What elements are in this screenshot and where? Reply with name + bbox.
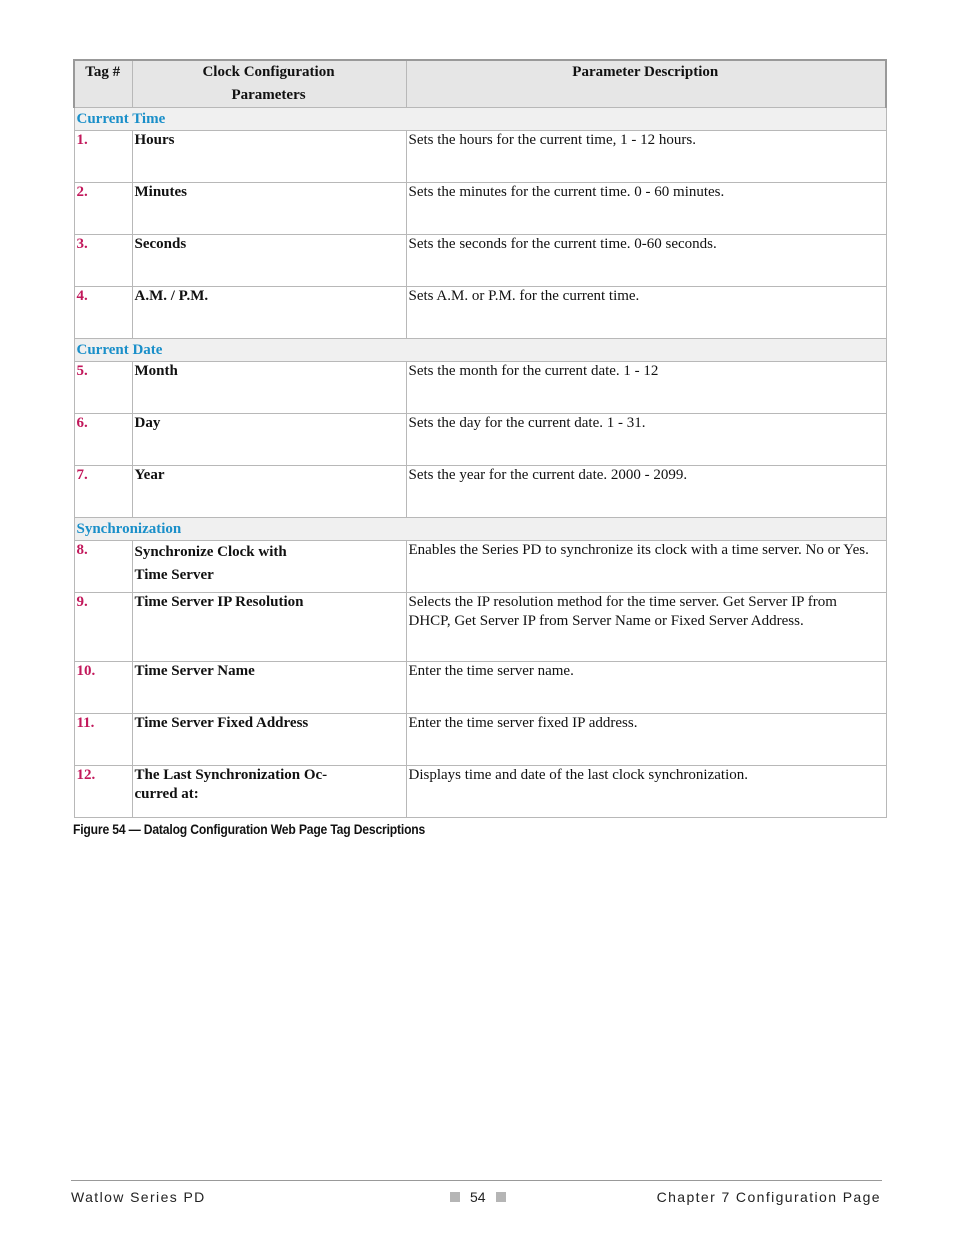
parameter-name-line2: Time Server <box>134 567 214 583</box>
parameter-description: Sets the day for the current date. 1 - 31. <box>406 414 886 466</box>
footer-page-number <box>450 1189 506 1205</box>
tag-number: 4. <box>74 287 132 339</box>
tag-number: 5. <box>74 362 132 414</box>
table-row <box>74 541 886 593</box>
parameter-description: Sets the year for the current date. 2000 - 2099. <box>406 466 886 518</box>
parameter-name: Minutes <box>132 183 406 235</box>
header-tag: Tag # <box>74 60 132 108</box>
table-header-row <box>74 60 886 108</box>
section-title: Current Date <box>74 339 886 362</box>
footer-product-name: Watlow Series PD <box>71 1189 206 1205</box>
figure-caption: Figure 54 — Datalog Configuration Web Page Tag Descriptions <box>73 822 426 837</box>
square-bullet-icon <box>450 1192 460 1202</box>
table-row <box>74 714 886 766</box>
parameter-name: A.M. / P.M. <box>132 287 406 339</box>
parameter-description: Sets the minutes for the current time. 0 - 60 minutes. <box>406 183 886 235</box>
section-row-synchronization <box>74 518 886 541</box>
parameter-description: Selects the IP resolution method for the time server. Get Server IP from DHCP, Get Server IP from Server Name or Fixed Server Address. <box>406 593 886 662</box>
parameter-name-line1: The Last Synchronization Oc- <box>134 767 328 783</box>
header-parameters-line1: Clock Configuration <box>202 64 335 80</box>
table-row <box>74 593 886 662</box>
table-row <box>74 766 886 818</box>
parameter-name-line2: curred at: <box>134 786 199 802</box>
section-title: Current Time <box>74 108 886 131</box>
table-row <box>74 662 886 714</box>
footer-divider <box>71 1180 882 1181</box>
page-number: 54 <box>470 1189 486 1205</box>
section-row-current-time <box>74 108 886 131</box>
parameter-description: Enter the time server fixed IP address. <box>406 714 886 766</box>
tag-number: 11. <box>74 714 132 766</box>
header-description: Parameter Description <box>406 60 886 108</box>
tag-number: 8. <box>74 541 132 593</box>
parameter-description: Displays time and date of the last clock synchronization. <box>406 766 886 818</box>
parameter-name <box>132 541 406 593</box>
table-row <box>74 414 886 466</box>
table-row <box>74 131 886 183</box>
parameter-name: Day <box>132 414 406 466</box>
tag-number: 9. <box>74 593 132 662</box>
header-parameters-line2: Parameters <box>231 87 306 103</box>
parameter-name: Seconds <box>132 235 406 287</box>
parameter-name-line1: Synchronize Clock with <box>134 544 287 560</box>
tag-number: 10. <box>74 662 132 714</box>
parameter-description: Sets the month for the current date. 1 - 12 <box>406 362 886 414</box>
tag-number: 3. <box>74 235 132 287</box>
parameter-name <box>132 766 406 818</box>
tag-number: 1. <box>74 131 132 183</box>
table-row <box>74 287 886 339</box>
tag-number: 6. <box>74 414 132 466</box>
table-row <box>74 183 886 235</box>
tag-number: 12. <box>74 766 132 818</box>
parameter-name: Hours <box>132 131 406 183</box>
parameter-name: Month <box>132 362 406 414</box>
tag-description-table <box>73 59 887 818</box>
parameter-name: Time Server Name <box>132 662 406 714</box>
header-parameters <box>132 60 406 108</box>
table-row <box>74 466 886 518</box>
parameter-name: Time Server IP Resolution <box>132 593 406 662</box>
parameter-description: Sets A.M. or P.M. for the current time. <box>406 287 886 339</box>
parameter-name: Year <box>132 466 406 518</box>
parameter-description: Enables the Series PD to synchronize its clock with a time server. No or Yes. <box>406 541 886 593</box>
parameter-description: Enter the time server name. <box>406 662 886 714</box>
tag-number: 7. <box>74 466 132 518</box>
square-bullet-icon <box>496 1192 506 1202</box>
footer-chapter-title: Chapter 7 Configuration Page <box>656 1189 881 1205</box>
section-title: Synchronization <box>74 518 886 541</box>
tag-number: 2. <box>74 183 132 235</box>
parameter-name: Time Server Fixed Address <box>132 714 406 766</box>
parameter-description: Sets the seconds for the current time. 0-60 seconds. <box>406 235 886 287</box>
parameter-description: Sets the hours for the current time, 1 - 12 hours. <box>406 131 886 183</box>
table-row <box>74 362 886 414</box>
table-row <box>74 235 886 287</box>
section-row-current-date <box>74 339 886 362</box>
